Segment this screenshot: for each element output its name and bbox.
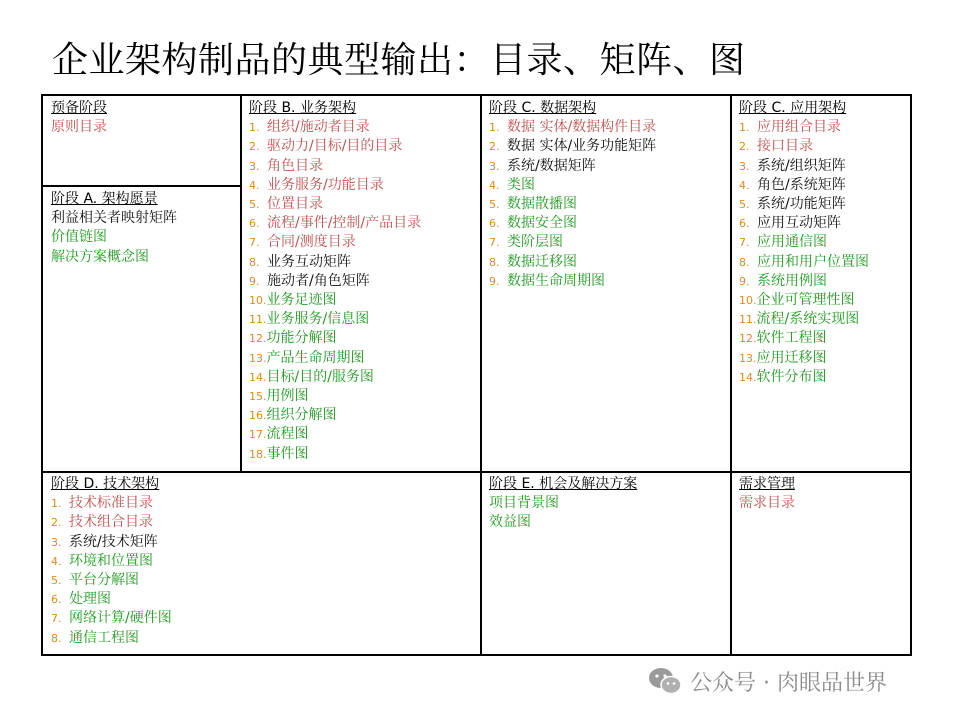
item-list	[489, 118, 730, 291]
section-header: 预备阶段	[51, 100, 107, 116]
item-number: 1.	[489, 121, 500, 135]
list-item	[739, 118, 910, 137]
item-number: 7.	[249, 236, 260, 250]
item-number: 17.	[249, 428, 267, 442]
item-number: 2.	[51, 516, 62, 530]
list-item	[739, 272, 910, 291]
item-number: 4.	[489, 178, 500, 192]
item-number: 1.	[739, 121, 750, 135]
list-item	[739, 195, 910, 214]
list-item	[489, 137, 730, 156]
table-border-top	[42, 94, 911, 96]
list-item	[739, 253, 910, 272]
item-number: 1.	[249, 121, 260, 135]
item-number: 7.	[489, 236, 500, 250]
list-item	[739, 329, 910, 348]
item-text: 技术组合目录	[69, 514, 153, 531]
list-item	[249, 157, 480, 176]
cell-phase-d	[42, 471, 480, 655]
list-item	[249, 445, 480, 464]
item-text: 类图	[507, 176, 535, 193]
list-item	[489, 176, 730, 195]
list-item	[249, 406, 480, 425]
item-text: 产品生命周期图	[266, 349, 365, 366]
cell-phase-c-app	[730, 95, 910, 471]
item-number: 4.	[739, 178, 750, 192]
item-text: 角色目录	[267, 157, 323, 174]
item-text: 流程/事件/控制/产品目录	[267, 215, 422, 232]
item-list	[739, 494, 910, 513]
item-text: 数据散播图	[507, 196, 577, 213]
item-text: 数据安全图	[507, 215, 577, 232]
page-title: 企业架构制品的典型输出：目录、矩阵、图	[52, 40, 746, 81]
item-text: 网络计算/硬件图	[69, 610, 172, 627]
item-text: 位置目录	[267, 196, 323, 213]
item-number: 2.	[489, 140, 500, 154]
list-item	[739, 233, 910, 252]
item-text: 数据 实体/业务功能矩阵	[507, 138, 657, 155]
item-number: 12.	[739, 332, 757, 346]
item-text: 价值链图	[51, 229, 107, 246]
cell-phase-c-data	[480, 95, 730, 471]
item-number: 9.	[739, 274, 750, 288]
list-item	[739, 137, 910, 156]
item-number: 8.	[249, 255, 260, 269]
item-text: 软件工程图	[756, 330, 827, 347]
cell-phase-b	[240, 95, 480, 471]
item-list	[51, 118, 240, 137]
list-item	[739, 494, 910, 513]
table-col-divider	[480, 95, 482, 655]
list-item	[739, 176, 910, 195]
item-number: 7.	[739, 236, 750, 250]
list-item	[51, 552, 480, 571]
item-number: 6.	[739, 217, 750, 231]
item-number: 14.	[739, 370, 757, 384]
item-number: 9.	[489, 274, 500, 288]
item-number: 10.	[739, 294, 757, 308]
list-item	[489, 494, 730, 513]
list-item	[249, 387, 480, 406]
item-text: 接口目录	[757, 138, 813, 155]
item-number: 1.	[51, 497, 62, 511]
item-text: 需求目录	[739, 495, 795, 512]
list-item	[739, 157, 910, 176]
item-number: 3.	[249, 159, 260, 173]
item-list	[739, 118, 910, 387]
item-text: 技术标准目录	[69, 495, 153, 512]
list-item	[739, 349, 910, 368]
item-number: 13.	[739, 351, 757, 365]
item-text: 通信工程图	[69, 629, 139, 646]
item-text: 目标/目的/服务图	[266, 368, 374, 385]
item-text: 解决方案概念图	[51, 248, 149, 265]
watermark	[648, 666, 887, 696]
list-item	[51, 571, 480, 590]
list-item	[249, 349, 480, 368]
item-number: 14.	[249, 370, 267, 384]
item-text: 功能分解图	[266, 330, 337, 347]
section-header: 阶段 D. 技术架构	[51, 476, 160, 492]
item-number: 2.	[739, 140, 750, 154]
item-text: 业务足迹图	[266, 292, 337, 309]
item-text: 系统/组织矩阵	[757, 157, 846, 174]
item-text: 原则目录	[51, 119, 107, 136]
list-item	[739, 368, 910, 387]
list-item	[739, 214, 910, 233]
list-item	[249, 329, 480, 348]
item-list	[489, 494, 730, 532]
item-number: 11.	[249, 313, 267, 327]
section-header: 阶段 A. 架构愿景	[51, 191, 158, 207]
item-number: 8.	[51, 631, 62, 645]
item-list	[249, 118, 480, 464]
list-item	[249, 253, 480, 272]
list-item	[51, 118, 240, 137]
item-number: 3.	[51, 535, 62, 549]
list-item	[249, 176, 480, 195]
item-number: 7.	[51, 612, 62, 626]
item-text: 业务服务/信息图	[266, 311, 370, 328]
item-number: 18.	[249, 447, 267, 461]
list-item	[51, 590, 480, 609]
item-number: 16.	[249, 409, 267, 423]
item-number: 12.	[249, 332, 267, 346]
item-number: 3.	[739, 159, 750, 173]
item-text: 应用互动矩阵	[757, 215, 841, 232]
list-item	[249, 272, 480, 291]
list-item	[249, 137, 480, 156]
list-item	[51, 228, 240, 247]
item-text: 施动者/角色矩阵	[267, 272, 370, 289]
item-text: 业务服务/功能目录	[267, 176, 384, 193]
item-text: 环境和位置图	[69, 552, 153, 569]
item-number: 5.	[489, 198, 500, 212]
item-text: 组织分解图	[266, 407, 337, 424]
item-text: 应用组合目录	[757, 119, 841, 136]
item-text: 事件图	[266, 445, 309, 462]
item-text: 数据生命周期图	[507, 272, 605, 289]
item-list	[51, 209, 240, 267]
list-item	[739, 291, 910, 310]
item-text: 利益相关者映射矩阵	[51, 210, 177, 227]
item-text: 合同/测度目录	[267, 234, 356, 251]
list-item	[51, 248, 240, 267]
item-number: 9.	[249, 274, 260, 288]
item-text: 系统/数据矩阵	[507, 157, 596, 174]
item-text: 应用通信图	[757, 234, 827, 251]
section-header: 阶段 B. 业务架构	[249, 100, 356, 116]
item-text: 系统/功能矩阵	[757, 196, 846, 213]
wechat-icon	[648, 667, 682, 695]
item-text: 项目背景图	[489, 495, 559, 512]
item-number: 8.	[739, 255, 750, 269]
item-text: 企业可管理性图	[756, 292, 855, 309]
item-text: 平台分解图	[69, 572, 139, 589]
item-number: 3.	[489, 159, 500, 173]
item-text: 驱动力/目标/目的目录	[267, 138, 403, 155]
item-number: 6.	[489, 217, 500, 231]
item-number: 4.	[249, 178, 260, 192]
item-text: 用例图	[266, 388, 309, 405]
item-text: 流程/系统实现图	[756, 311, 860, 328]
list-item	[249, 118, 480, 137]
item-text: 应用迁移图	[756, 349, 827, 366]
item-number: 2.	[249, 140, 260, 154]
section-header: 阶段 C. 应用架构	[739, 100, 847, 116]
list-item	[249, 214, 480, 233]
item-text: 类阶层图	[507, 234, 563, 251]
item-text: 角色/系统矩阵	[757, 176, 846, 193]
list-item	[249, 195, 480, 214]
table-border-bottom	[42, 654, 911, 656]
item-number: 5.	[249, 198, 260, 212]
item-text: 系统/技术矩阵	[69, 533, 158, 550]
item-text: 流程图	[266, 426, 309, 443]
item-number: 6.	[249, 217, 260, 231]
list-item	[51, 533, 480, 552]
list-item	[249, 425, 480, 444]
list-item	[249, 310, 480, 329]
list-item	[489, 157, 730, 176]
item-number: 4.	[51, 554, 62, 568]
item-text: 组织/施动者目录	[267, 119, 370, 136]
item-text: 效益图	[489, 514, 531, 531]
list-item	[489, 214, 730, 233]
list-item	[489, 118, 730, 137]
list-item	[51, 513, 480, 532]
table-border-left	[41, 94, 43, 656]
list-item	[489, 195, 730, 214]
item-number: 5.	[51, 574, 62, 588]
cell-phase-a	[42, 186, 240, 471]
table-row-divider	[42, 471, 911, 473]
item-text: 处理图	[69, 591, 111, 608]
list-item	[249, 233, 480, 252]
table-cell-divider	[42, 185, 240, 187]
list-item	[489, 233, 730, 252]
list-item	[489, 513, 730, 532]
list-item	[489, 272, 730, 291]
table-col-divider	[730, 95, 732, 655]
list-item	[489, 253, 730, 272]
list-item	[51, 609, 480, 628]
item-number: 11.	[739, 313, 757, 327]
item-number: 15.	[249, 390, 267, 404]
item-text: 软件分布图	[756, 368, 827, 385]
table-col-divider	[240, 95, 242, 471]
table-border-right	[910, 94, 912, 656]
list-item	[51, 629, 480, 648]
item-number: 10.	[249, 294, 267, 308]
section-header: 阶段 C. 数据架构	[489, 100, 597, 116]
watermark-text: 公众号 · 肉眼品世界	[690, 670, 887, 696]
item-number: 13.	[249, 351, 267, 365]
item-list	[51, 494, 480, 648]
item-number: 6.	[51, 593, 62, 607]
item-text: 系统用例图	[757, 272, 827, 289]
list-item	[51, 209, 240, 228]
list-item	[249, 291, 480, 310]
item-number: 8.	[489, 255, 500, 269]
cell-phase-e	[480, 471, 730, 655]
item-text: 数据迁移图	[507, 253, 577, 270]
item-text: 数据 实体/数据构件目录	[507, 119, 657, 136]
section-header: 阶段 E. 机会及解决方案	[489, 476, 638, 492]
cell-prelim	[42, 95, 240, 186]
list-item	[51, 494, 480, 513]
list-item	[739, 310, 910, 329]
list-item	[249, 368, 480, 387]
section-header: 需求管理	[739, 476, 795, 492]
cell-requirements	[730, 471, 910, 655]
item-number: 5.	[739, 198, 750, 212]
item-text: 业务互动矩阵	[267, 253, 351, 270]
item-text: 应用和用户位置图	[757, 253, 869, 270]
